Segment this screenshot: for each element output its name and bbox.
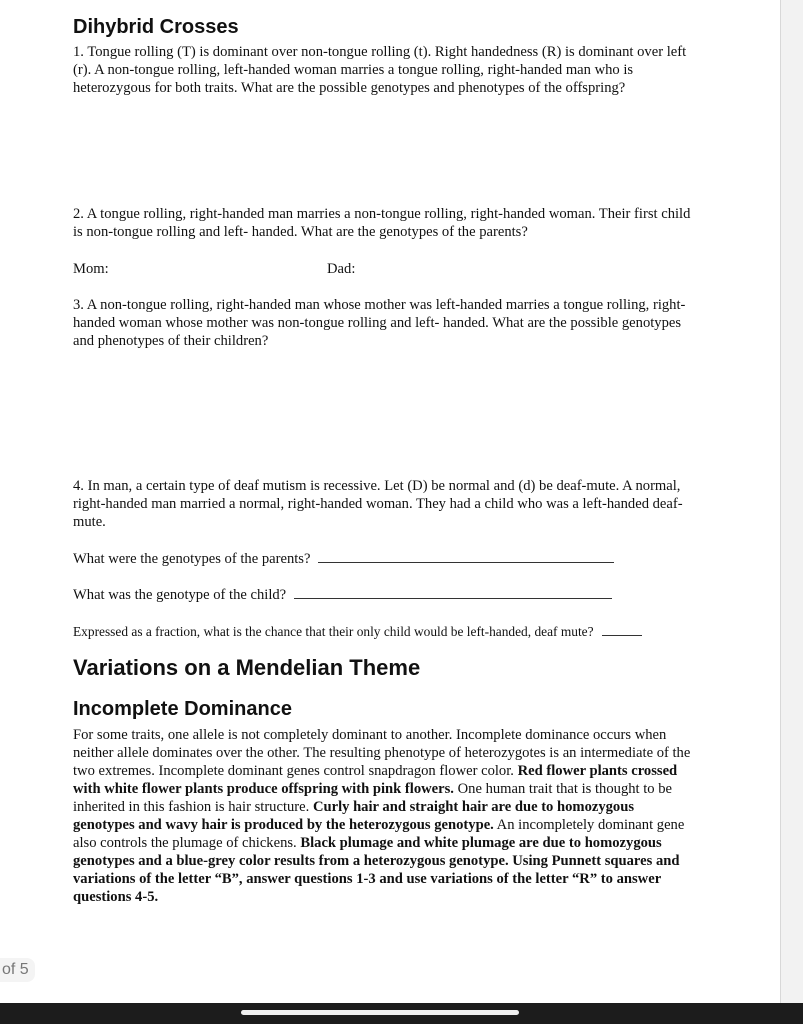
page-indicator: of 5 <box>0 958 35 982</box>
body-bold-sentence: Black plumage and white plumage are due to homozygous genotypes and a blue-grey color results from a heterozygous genotype. Using Punnett squares and variations of the letter “B”, answer questions 1-3 and use variations of the letter “R” to answer questions 4-5. <box>73 835 680 905</box>
body-bold-sentence: Red flower plants crossed with white flower plants produce offspring with pink flowers. <box>73 763 678 797</box>
answer-chance-fraction <box>73 622 642 640</box>
mom-label: Mom: <box>73 261 109 277</box>
question-2: 2. A tongue rolling, right-handed man marries a non-tongue rolling, right-handed woman. Their first child is non-tongue rolling and left- handed. What are the genotypes of the parents? <box>73 206 691 240</box>
body-sentence: For some traits, one allele is not completely dominant to another. Incomplete dominance occurs when neither allele dominates over the other. The resulting phenotype of heterozygotes is an intermediate of the two extremes. Incomplete dominant genes control snapdragon flower color. <box>73 727 691 779</box>
dad-label: Dad: <box>327 261 356 277</box>
answer-prompt: Expressed as a fraction, what is the chance that their only child would be left-handed, deaf mute? <box>73 624 594 639</box>
section-title: Variations on a Mendelian Theme <box>73 655 421 680</box>
parents-labels <box>73 261 356 278</box>
body-sentence: An incompletely dominant gene also controls the plumage of chickens. <box>73 817 685 851</box>
body-sentence: One human trait that is thought to be inherited in this fashion is hair structure. <box>73 781 673 815</box>
answer-blank[interactable] <box>294 585 612 599</box>
question-1: 1. Tongue rolling (T) is dominant over non-tongue rolling (t). Right handedness (R) is dominant over left (r). A non-tongue rolling, left-handed woman marries a tongue rolling, right-handed man who is heterozygous for both traits. What are the possible genotypes and phenotypes of the offspring? <box>73 44 687 96</box>
answer-prompt: What was the genotype of the child? <box>73 587 287 603</box>
question-3: 3. A non-tongue rolling, right-handed man whose mother was left-handed marries a tongue rolling, right- handed woman whose mother was non-tongue rolling and left- handed. What are the possible genotypes and phenotypes of their children? <box>73 297 686 349</box>
answer-blank[interactable] <box>602 622 642 636</box>
incomplete-dominance-text <box>73 726 693 906</box>
answer-parents-genotypes <box>73 549 614 568</box>
subsection-title: Incomplete Dominance <box>73 698 292 720</box>
viewer-margin <box>780 0 803 1003</box>
answer-prompt: What were the genotypes of the parents? <box>73 551 311 567</box>
home-indicator[interactable] <box>241 1010 519 1015</box>
question-4: 4. In man, a certain type of deaf mutism is recessive. Let (D) be normal and (d) be deaf-mute. A normal, right-handed man married a normal, right-handed woman. They had a child who was a left-handed deaf-mute. <box>73 478 683 530</box>
answer-blank[interactable] <box>318 549 614 563</box>
heading-dihybrid-crosses: Dihybrid Crosses <box>73 16 239 38</box>
body-bold-sentence: Curly hair and straight hair are due to homozygous genotypes and wavy hair is produced by the heterozygous genotype. <box>73 799 635 833</box>
answer-child-genotype <box>73 585 612 604</box>
